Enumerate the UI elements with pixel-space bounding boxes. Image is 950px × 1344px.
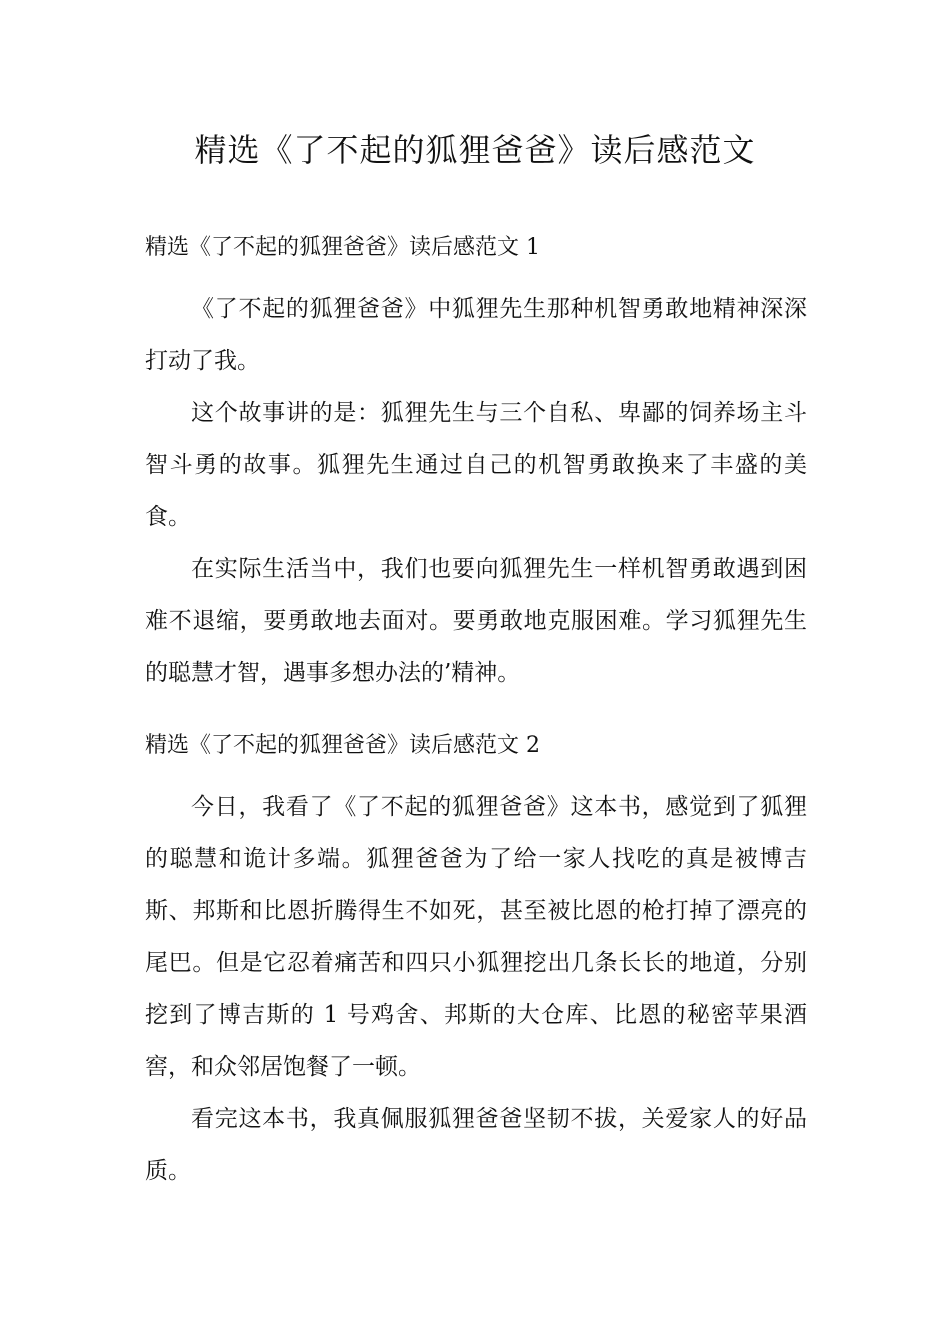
section-heading: 精选《了不起的狐狸爸爸》读后感范文 2 (145, 733, 540, 758)
paragraph: 《了不起的狐狸爸爸》中狐狸先生那种机智勇敢地精神深深打动了我。 (145, 296, 807, 374)
paragraph: 这个故事讲的是：狐狸先生与三个自私、卑鄙的饲养场主斗智斗勇的故事。狐狸先生通过自己的机智勇敢换来了丰盛的美食。 (145, 400, 807, 530)
paragraph: 今日，我看了《了不起的狐狸爸爸》这本书，感觉到了狐狸的聪慧和诡计多端。狐狸爸爸为了给一家人找吃的真是被博吉斯、邦斯和比恩折腾得生不如死，甚至被比恩的枪打掉了漂亮的尾巴。但是它忍着痛苦和四只小狐狸挖出几条长长的地道，分别挖到了博吉斯的 1 号鸡舍、邦斯的大仓库、比恩的秘密苹果酒窖，和众邻居饱餐了一顿。 (145, 794, 807, 1080)
section-heading: 精选《了不起的狐狸爸爸》读后感范文 1 (145, 235, 540, 260)
document-title: 精选《了不起的狐狸爸爸》读后感范文 (194, 131, 756, 169)
essay-section-1 (145, 232, 807, 699)
essay-section-2 (145, 730, 807, 1197)
paragraph: 看完这本书，我真佩服狐狸爸爸坚韧不拔，关爱家人的好品质。 (145, 1106, 807, 1184)
paragraph: 在实际生活当中，我们也要向狐狸先生一样机智勇敢遇到困难不退缩，要勇敢地去面对。要勇敢地克服困难。学习狐狸先生的聪慧才智，遇事多想办法的’精神。 (145, 556, 807, 686)
